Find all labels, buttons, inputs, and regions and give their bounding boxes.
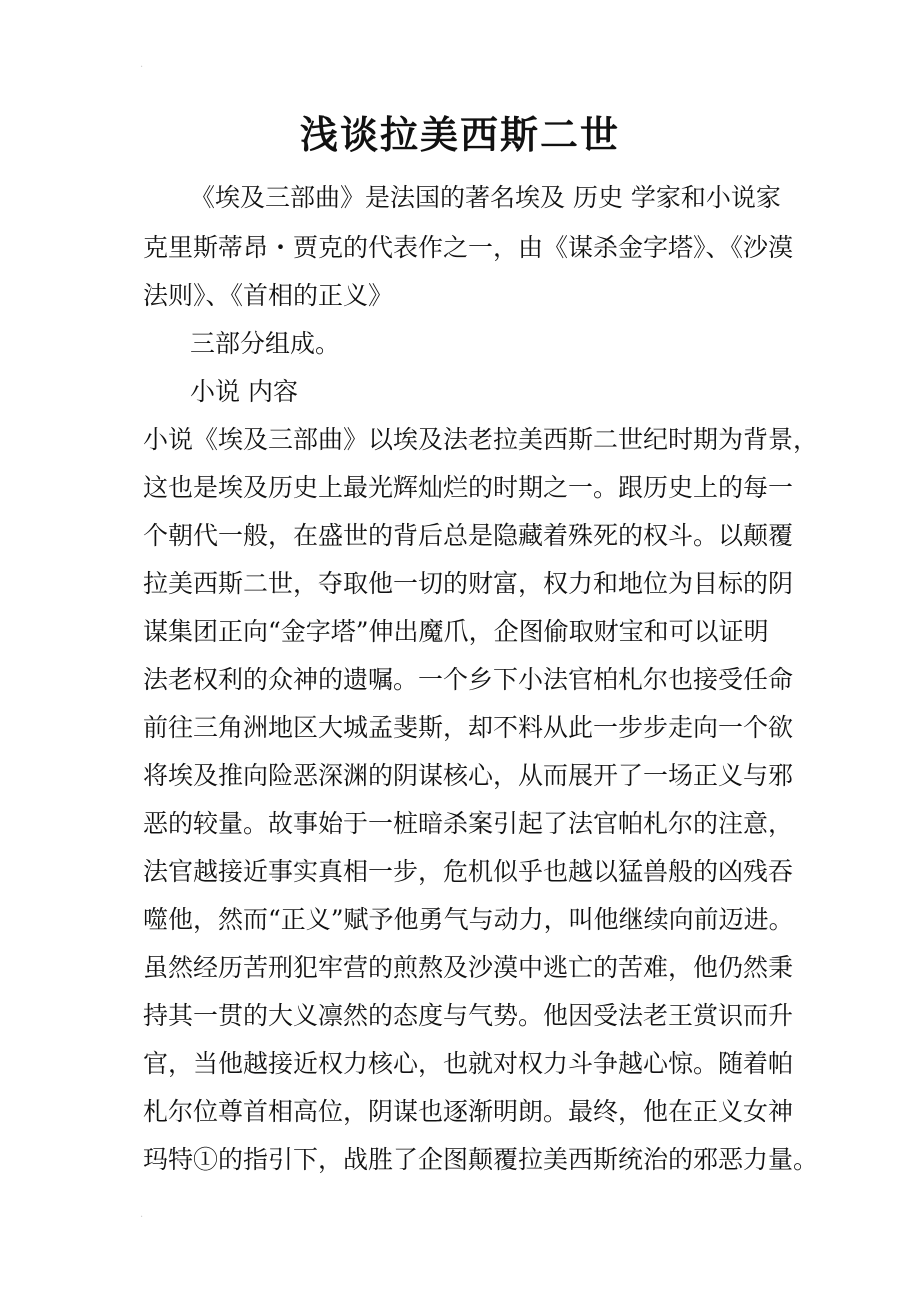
body-line: 拉美西斯二世，夺取他一切的财富，权力和地位为目标的阴 (143, 569, 794, 598)
body-line: 恶的较量。故事始于一桩暗杀案引起了法官帕札尔的注意， (143, 809, 794, 838)
corner-mark-bottom: · (140, 1212, 144, 1223)
body-line: 个朝代一般，在盛世的背后总是隐藏着殊死的权斗。以颠覆 (143, 521, 794, 550)
section-heading: 小说 内容 (190, 377, 298, 406)
body-line: 谋集团正向“金字塔”伸出魔爪，企图偷取财宝和可以证明 (143, 617, 769, 646)
body-line: 噬他，然而“正义”赋予他勇气与动力，叫他继续向前迈进。 (143, 905, 794, 934)
page-title: 浅谈拉美西斯二世 (299, 112, 620, 157)
intro-line-3: 法则》、《首相的正义》 (143, 281, 394, 310)
body-line: 小说《埃及三部曲》以埃及法老拉美西斯二世纪时期为背景， (143, 425, 819, 454)
body-line: 这也是埃及历史上最光辉灿烂的时期之一。跟历史上的每一 (143, 473, 794, 502)
intro-line-2: 克里斯蒂昂・贾克的代表作之一，由《谋杀金字塔》、《沙漠 (143, 233, 794, 262)
body-line: 官，当他越接近权力核心，也就对权力斗争越心惊。随着帕 (143, 1049, 794, 1078)
body-line: 札尔位尊首相高位，阴谋也逐渐明朗。最终，他在正义女神 (143, 1097, 794, 1126)
corner-mark-top: · (140, 62, 144, 73)
body-line: 法官越接近事实真相一步，危机似乎也越以猛兽般的凶残吞 (143, 857, 794, 886)
intro-tail: 三部分组成。 (190, 329, 341, 358)
body-line: 将埃及推向险恶深渊的阴谋核心，从而展开了一场正义与邪 (143, 761, 794, 790)
body-line: 法老权利的众神的遗嘱。一个乡下小法官柏札尔也接受任命 (143, 665, 794, 694)
intro-line-1: 《埃及三部曲》是法国的著名埃及 历史 学家和小说家 (190, 183, 781, 212)
body-line: 虽然经历苦刑犯牢营的煎熬及沙漠中逃亡的苦难，他仍然秉 (143, 953, 794, 982)
body-line: 前往三角洲地区大城孟斐斯，却不料从此一步步走向一个欲 (143, 713, 794, 742)
body-line: 玛特①的指引下，战胜了企图颠覆拉美西斯统治的邪恶力量。 (143, 1145, 819, 1174)
body-line: 持其一贯的大义凛然的态度与气势。他因受法老王赏识而升 (143, 1001, 794, 1030)
